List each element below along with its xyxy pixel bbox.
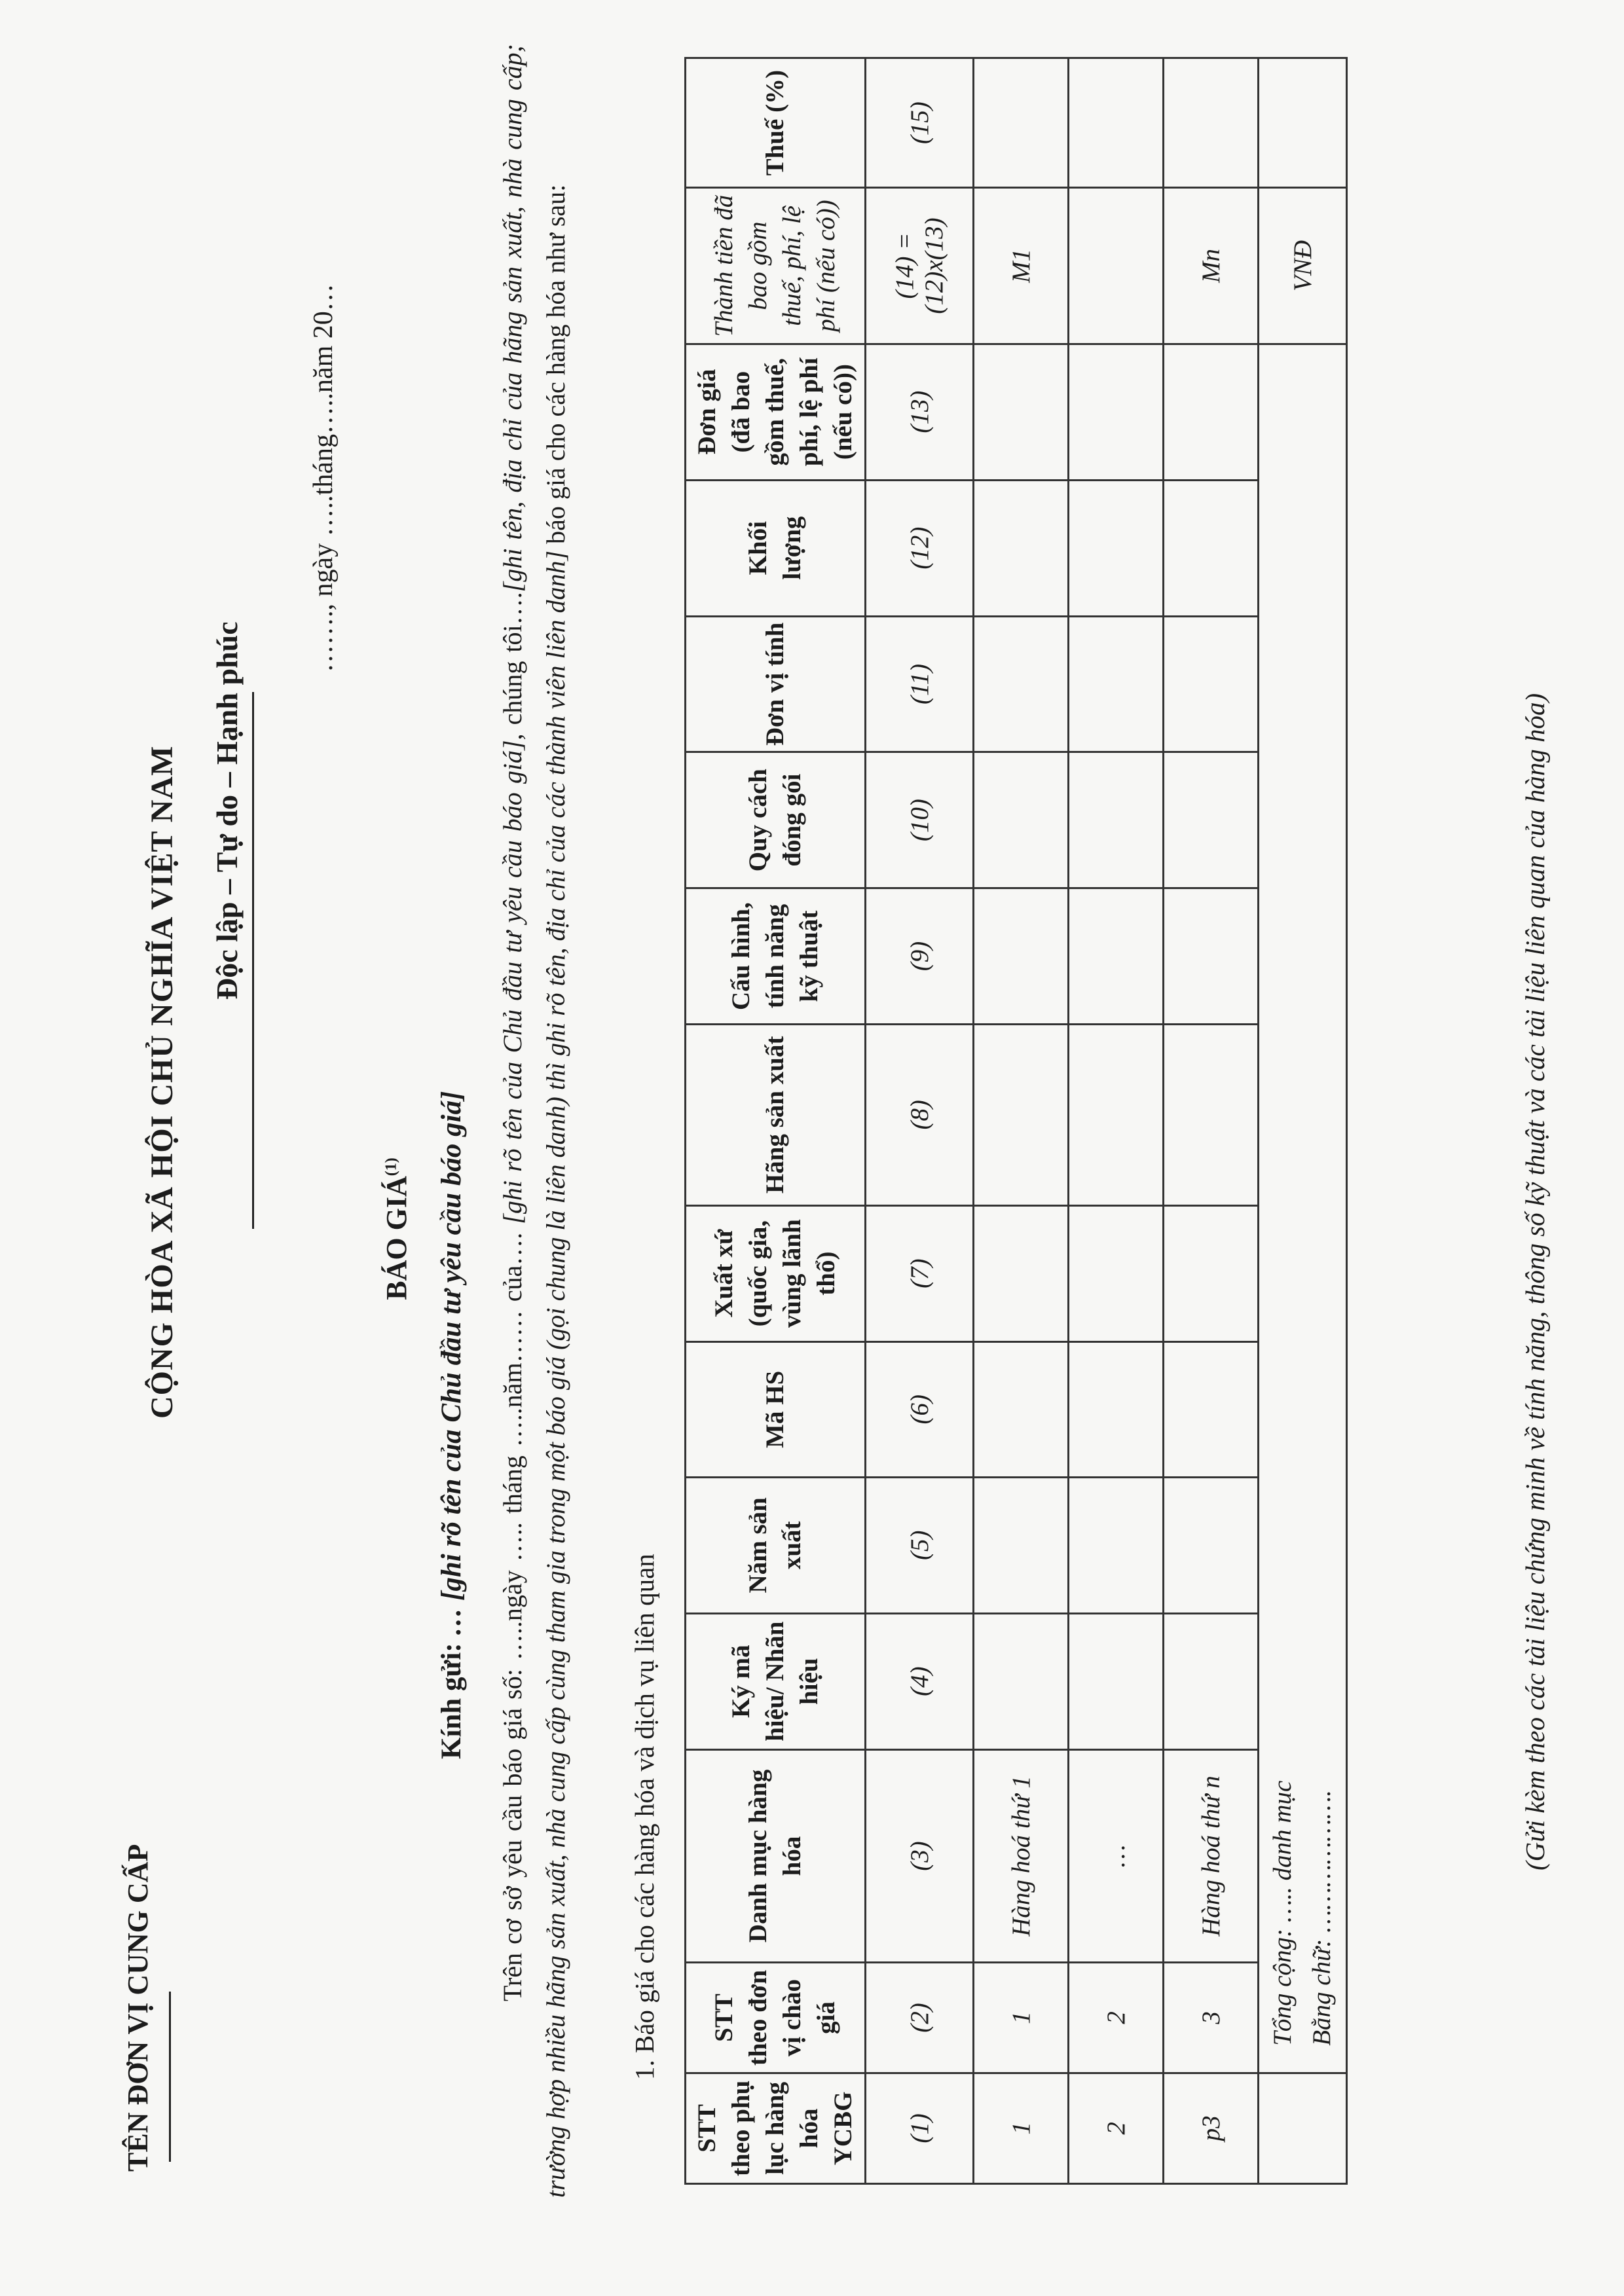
empty-cell [1164,480,1259,616]
column-number: (9) [866,888,974,1025]
empty-cell [1069,616,1164,752]
date-line: ……., ngày …..tháng…..năm 20… [308,283,339,672]
cell-amount: M1 [974,188,1069,344]
header-cell: Thành tiền đã bao gồm thuế, phí, lệ phí (nếu có)) [686,188,866,344]
empty-cell [1069,1205,1164,1341]
empty-cell [1164,58,1259,188]
empty-cell [974,1341,1069,1477]
empty-cell [974,344,1069,480]
column-number: (1) [866,2073,974,2183]
header-cell: Hãng sản xuất [686,1025,866,1206]
header-cell: Mã HS [686,1341,866,1477]
column-number: (2) [866,1963,974,2073]
unit-underline [169,1992,171,2162]
cell-amount: Mn [1164,188,1259,344]
nation-title: CỘNG HÒA XÃ HỘI CHỦ NGHĨA VIỆT NAM [145,745,179,1419]
empty-cell [1164,888,1259,1025]
empty-cell [1069,1613,1164,1749]
empty-cell [974,58,1069,188]
cell-stt-offer: 1 [974,1963,1069,2073]
column-number: (3) [866,1749,974,1963]
empty-cell [1069,58,1164,188]
quotation-table [684,57,1348,2185]
cell-stt-offer: 2 [1069,1963,1164,2073]
cell-goods-name: Hàng hoá thứ n [1164,1749,1259,1963]
empty-cell [1069,1025,1164,1206]
doc-title [380,902,413,1556]
section-1-heading: 1. Báo giá cho các hàng hóa và dịch vụ liên quan [629,1554,659,2080]
motto-underline [252,692,254,1229]
header-cell: STT theo phụ lục hàng hóa YCBG [686,2073,866,2183]
cell-amount [1069,188,1164,344]
attachment-note: (Gửi kèm theo các tài liệu chứng minh về tính năng, thông số kỹ thuật và các tài liệu liên quan của hàng hóa) [1520,693,1550,1870]
currency-cell: VNĐ [1259,188,1347,344]
empty-cell [974,1025,1069,1206]
header-cell: Khối lượng [686,480,866,616]
column-number: (8) [866,1025,974,1206]
intro-part-3: , chúng tôi…. [498,592,527,740]
column-number: (12) [866,480,974,616]
empty-cell [974,616,1069,752]
empty-cell [1164,616,1259,752]
intro-part-1: Trên cơ sở yêu cầu báo giá số: …..ngày ….. tháng …..năm…… của…. [498,1224,527,2001]
empty-cell [1164,752,1259,888]
intro-part-5: báo giá cho các hàng hóa như sau: [541,184,570,551]
cell-stt-appendix: p3 [1164,2073,1259,2183]
empty-cell [1069,752,1164,888]
column-number: (13) [866,344,974,480]
empty-cell [974,888,1069,1025]
cell-goods-name: … [1069,1749,1164,1963]
table-header-row [686,58,866,2184]
column-number: (11) [866,616,974,752]
empty-cell [974,1477,1069,1613]
empty-cell [1164,344,1259,480]
table-row [974,58,1069,2184]
total-row [1259,58,1347,2184]
header-cell: Cấu hình, tính năng kỹ thuật [686,888,866,1025]
header-cell: Đơn giá (đã bao gồm thuế, phí, lệ phí (nếu có)) [686,344,866,480]
doc-title-footnote: (1) [382,1157,400,1176]
empty-cell [1069,344,1164,480]
total-cell [1259,344,1347,2073]
header-cell: STT theo đơn vị chào giá [686,1963,866,2073]
header-cell: Đơn vị tính [686,616,866,752]
empty-cell [974,1205,1069,1341]
table-row [1069,58,1164,2184]
recipient-line [435,1091,468,1759]
empty-cell [1164,1025,1259,1206]
doc-title-text: BÁO GIÁ [380,1176,413,1300]
cell-goods-name: Hàng hoá thứ 1 [974,1749,1069,1963]
column-number: (14) =(12)x(13) [866,188,974,344]
header-cell: Xuất xứ (quốc gia, vùng lãnh thổ) [686,1205,866,1341]
header-cell: Năm sản xuất [686,1477,866,1613]
recipient-label: Kính gửi: [436,1643,467,1759]
total-label: Tổng cộng: ….. danh mục [1268,1780,1297,2046]
empty-cell [1164,1205,1259,1341]
header-cell: Danh mục hàng hóa [686,1749,866,1963]
header-cell: Thuế (%) [686,58,866,188]
motto: Độc lập – Tự do – Hạnh phúc [210,621,244,1000]
empty-cell [974,752,1069,888]
column-number: (15) [866,58,974,188]
header-cell: Quy cách đóng gói [686,752,866,888]
column-number: (7) [866,1205,974,1341]
column-number: (10) [866,752,974,888]
empty-cell [1164,1477,1259,1613]
empty-cell [1069,1477,1164,1613]
intro-paragraph [491,44,578,2198]
intro-part-4: [ghi tên, địa chỉ của hãng sản xuất, nhà cung cấp; trường hợp nhiều hãng sản xuất, nhà cung cấp cùng tham gia trong một báo giá (gọi chung là liên danh) thì ghi rõ tên, địa chỉ của các thành viên liên danh] [498,43,570,2198]
intro-part-2: [ghi rõ tên của Chủ đầu tư yêu cầu báo giá] [498,740,527,1224]
empty-cell [1259,2073,1347,2183]
cell-stt-appendix: 1 [974,2073,1069,2183]
cell-stt-offer: 3 [1164,1963,1259,2073]
column-number: (5) [866,1477,974,1613]
unit-name: TÊN ĐƠN VỊ CUNG CẤP [122,1844,154,2172]
column-number: (6) [866,1341,974,1477]
empty-cell [1069,480,1164,616]
empty-cell [974,480,1069,616]
empty-cell [1259,58,1347,188]
recipient-text: … [ghi rõ tên của Chủ đầu tư yêu cầu báo giá] [436,1091,467,1643]
empty-cell [1069,1341,1164,1477]
amount-in-words: Bằng chữ: ………………. [1308,1790,1336,2046]
column-number-row [866,58,974,2184]
empty-cell [1164,1341,1259,1477]
column-number: (4) [866,1613,974,1749]
cell-stt-appendix: 2 [1069,2073,1164,2183]
table-row [1164,58,1259,2184]
empty-cell [974,1613,1069,1749]
empty-cell [1164,1613,1259,1749]
header-cell: Ký mã hiệu/ Nhãn hiệu [686,1613,866,1749]
empty-cell [1069,888,1164,1025]
